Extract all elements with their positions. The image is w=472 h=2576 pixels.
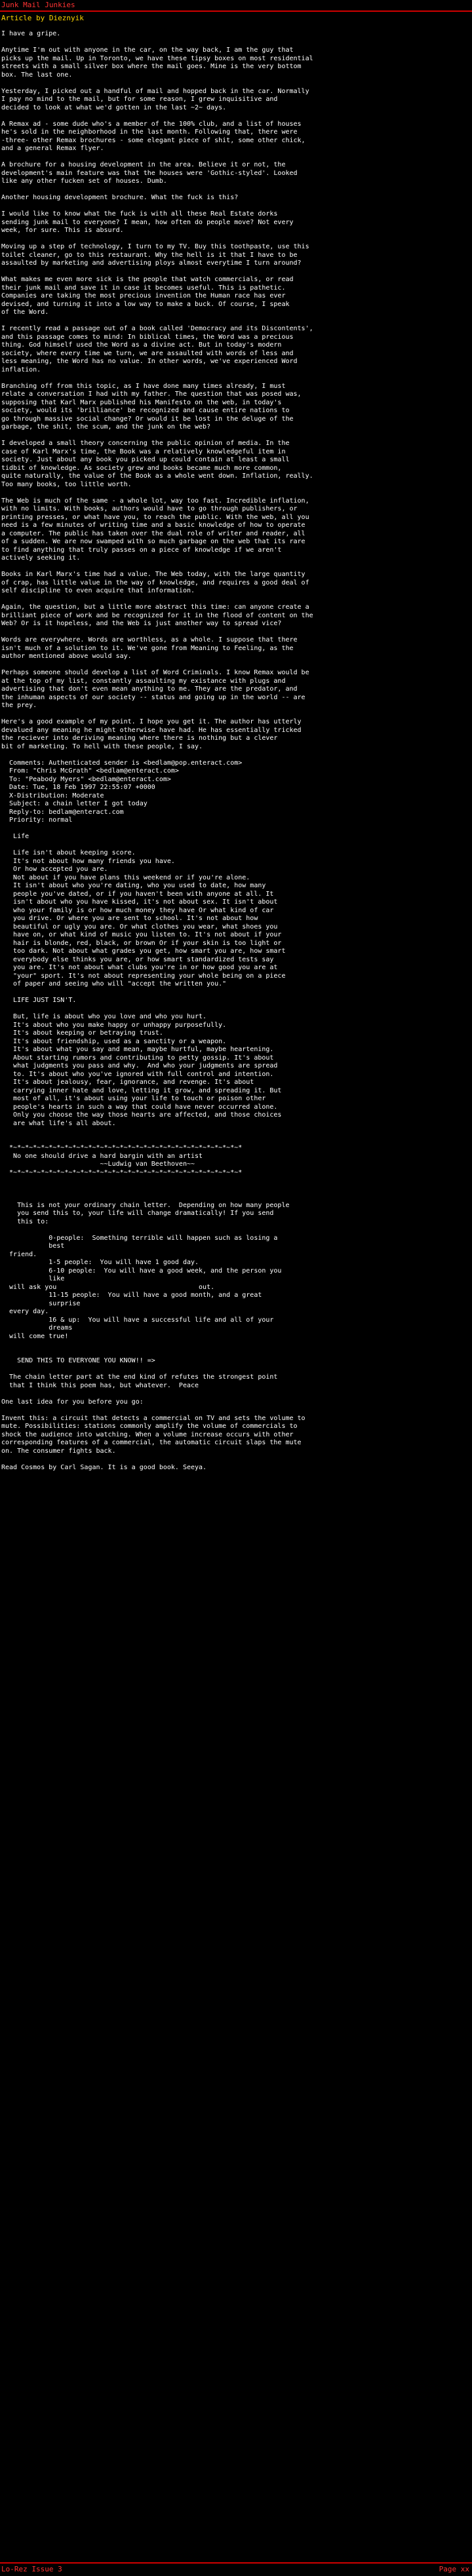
bottom-divider xyxy=(0,2562,472,2564)
footer-bar xyxy=(0,2564,472,2575)
issue-link[interactable]: Lo-Rez Issue 3 xyxy=(1,2565,62,2573)
section-title: Junk Mail Junkies xyxy=(1,1,75,9)
page-link[interactable]: Page xx xyxy=(439,2565,469,2573)
top-divider xyxy=(0,10,472,12)
article-body: I have a gripe. Anytime I'm out with anyone in the car, on the way back, I am the guy that picks up the mail. Up in Toronto, we have these tipsy boxes on most residential streets with a small silver box where the mail goes. Mine is the very bottom box. The last one. Yesterday, I picked out a handful of mail and hopped back in the car. Normally I pay no mind to the mail, but for some reason, I grew inquisitive and decided to look at what we'd gotten in the last ~2~ days. A Remax ad - some dude who's a member of the 100% club, and a list of houses he's sold in the neighborhood in the last month. Following that, there were -three- other Remax brochures - some elegant piece of shit, some other chick, and a general Remax flyer. A brochure for a housing development in the area. Believe it or not, the development's main feature was that the houses were 'Gothic-styled'. Looked like any other fucken set of houses. Dumb. Another housing development brochure. What the fuck is this? I would like to know what the fuck is with all these Real Estate dorks sending junk mail to everyone? I mean, how often do people move? Not every week, for sure. This is absurd. Moving up a step of technology, I turn to my TV. Buy this toothpaste, use this toilet cleaner, go to this restaurant. Why the hell is it that I have to be assaulted by marketing and advertising ploys almost everytime I turn around? What makes me even more sick is the people that watch commercials, or read their junk mail and save it in case it becomes useful. This is pathetic. Companies are taking the most precious invention the Human race has ever devised, and turning it into a low way to make a buck. Of course, I speak of the Word. I recently read a passage out of a book called 'Democracy and its Discontents', and this passage comes to mind: In biblical times, the Word was a precious thing. God himself used the Word as a divine act. But in today's modern society, where every time we turn, we are assaulted with words of less and less meaning, the Word has no value. In other words, we've experienced Word inflation. Branching off from this topic, as I have done many times already, I must relate a conversation I had with my father. The question that was posed was, supposing that Karl Marx published his Manifesto on the web, in today's society, would its 'brilliance' be recognized and cause entire nations to go through massive social change? Or would it be lost in the deluge of the garbage, the shit, the scum, and the junk on the web? I developed a small theory concerning the public opinion of media. In the case of Karl Marx's time, the Book was a relatively knowledgeful item in society. Just about any book you picked up could contain at least a small tidbit of knowledge. As society grew and books became much more common, quite naturally, the value of the Book as a whole went down. Inflation, really. Too many books, too little worth. The Web is much of the same - a whole lot, way too fast. Incredible inflation, with no limits. With books, authors would have to go through publishers, or printing presses, or what have you, to reach the public. With the web, all you need is a few minutes of writing time and a basic knowledge of how to operate a computer. The public has taken over the dual role of writer and reader, all of a sudden. We are now swamped with so much garbage on the web that its rare to find anything that truly passes on a piece of knowledge if we aren't actively seeking it. Books in Karl Marx's time had a value. The Web today, with the large quantity of crap, has little value in the way of knowledge, and requires a good deal of self discipline to even acquire that information. Again, the question, but a little more abstract this time: can anyone create a brilliant piece of work and be recognized for it in the flood of content on the Web? Or is it hopeless, and the Web is just another way to spread vice? Words are everywhere. Words are worthless, as a whole. I suppose that there isn't much of a solution to it. We've gone from Meaning to Feeling, as the author mentioned above would say. Perhaps someone should develop a list of Word Criminals. I know Remax would be at the top of my list, constantly assaulting my existance with plugs and advertising that don't even mean anything to me. They are the predator, and the inhuman aspects of our society -- status and going up in the world -- are the prey. Here's a good example of my point. I hope you get it. The author has utterly devalued any meaning he might otherwise have had. He has essentially tricked the reciever into deriving meaning where there is nothing but a clever bit of marketing. To hell with these people, I say. Comments: Authenticated sender is <bedlam@pop.enteract.com> From: "Chris McGrath" <bedlam@enteract.com> To: "Peabody Myers" <bedlam@enteract.com> Date: Tue, 18 Feb 1997 22:55:07 +0000 X-Distribution: Moderate Subject: a chain letter I got today Reply-to: bedlam@enteract.com Priority: normal Life Life isn't about keeping score. It's not about how many friends you have. Or how accepted you are. Not about if you have plans this weekend or if you're alone. It isn't about who you're dating, who you used to date, how many people you've dated, or if you haven't been with anyone at all. It isn't about who you have kissed, it's not about sex. It isn't about who your family is or how much money they have Or what kind of car you drive. Or where you are sent to school. It's not about how beautiful or ugly you are. Or what clothes you wear, what shoes you have on, or what kind of music you listen to. It's not about if your hair is blonde, red, black, or brown Or if your skin is too light or too dark. Not about what grades you get, how smart you are, how smart everybody else thinks you are, or how smart standardized tests say you are. It's not about what clubs you're in or how good you are at "your" sport. It's not about representing your whole being on a piece of paper and seeing who will "accept the written you." LIFE JUST ISN'T. But, life is about who you love and who you hurt. It's about who you make happy or unhappy purposefully. It's about keeping or betraying trust. It's about friendship, used as a sanctity or a weapon. It's about what you say and mean, maybe hurtful, maybe heartening. About starting rumors and contributing to petty gossip. It's about what judgments you pass and why. And who your judgments are spread to. It's about who you've ignored with full control and intention. It's about jealousy, fear, ignorance, and revenge. It's about carrying inner hate and love, letting it grow, and spreading it. But most of all, it's about using your life to touch or poison other people's hearts in such a way that could have never occurred alone. Only you choose the way those hearts are affected, and those choices are what life's all about. *~*~*~*~*~*~*~*~*~*~*~*~*~*~*~*~*~*~*~*~*~*~*~*~*~*~*~*~*~* No one should drive a hard bargin with an artist ~~Ludwig van Beethoven~~ *~*~*~*~*~*~*~*~*~*~*~*~*~*~*~*~*~*~*~*~*~*~*~*~*~*~*~*~*~* This is not your ordinary chain letter. Depending on how many people you send this to, your life will change dramatically! If you send this to: 0-people: Something terrible will happen such as losing a best friend. 1-5 people: You will have 1 good day. 6-10 people: You will have a good week, and the person you like will ask you out. 11-15 people: You will have a good month, and a great surprise every day. 16 & up: You will have a successful life and all of your dreams will come true! SEND THIS TO EVERYONE YOU KNOW!! => The chain letter part at the end kind of refutes the strongest point that I think this poem has, but whatever. Peace One last idea for you before you go: Invent this: a circuit that detects a commercial on TV and sets the volume to mute. Possibilities: stations commonly amplify the volume of commercials to shock the audience into watching. When a volume increase occurs with other corresponding features of a commercial, the automatic circuit slaps the mute on. The consumer fights back. Read Cosmos by Carl Sagan. It is a good book. Seeya. xyxy=(1,30,313,1471)
article-byline: Article by Dieznyik xyxy=(1,14,84,22)
